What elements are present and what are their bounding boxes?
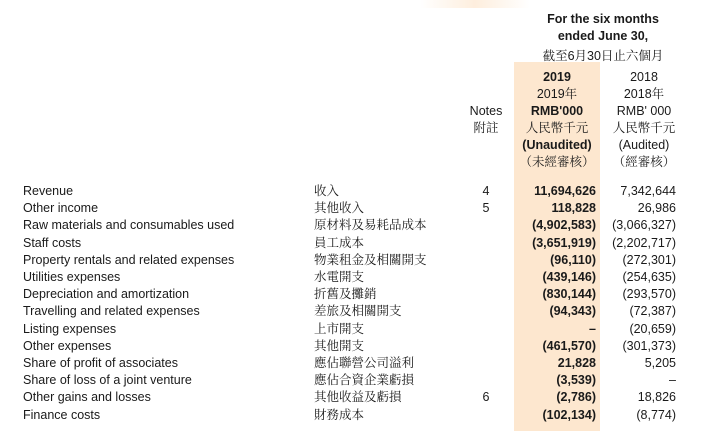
- value-2019: (4,902,583): [532, 218, 596, 233]
- notes-header: [465, 103, 507, 137]
- value-2018: (3,066,327): [612, 218, 676, 233]
- table-row: [0, 252, 702, 269]
- col2019-unit-zh: 人民幣千元: [525, 121, 589, 135]
- row-label-zh: 水電開支: [314, 270, 365, 284]
- row-label-en: Travelling and related expenses: [23, 304, 200, 319]
- period-heading-line-2: ended June 30,: [557, 29, 649, 43]
- row-label-en: Listing expenses: [23, 321, 117, 336]
- row-label-zh: 折舊及攤銷: [314, 287, 377, 302]
- row-label-en: Other expenses: [23, 338, 112, 353]
- table-row: [0, 389, 702, 406]
- value-2019: –: [589, 321, 596, 336]
- row-label-en: Staff costs: [23, 235, 82, 250]
- table-row: [0, 217, 702, 234]
- period-heading-line-1: For the six months: [547, 12, 659, 26]
- col2019-year: 2019: [543, 70, 571, 84]
- decorative-top-band: [420, 0, 530, 8]
- value-2018: (20,659): [629, 321, 676, 336]
- column-header-2019: [514, 69, 600, 171]
- row-label-en: Raw materials and consumables used: [23, 218, 235, 233]
- period-heading-zh: 截至6月30日止六個月: [542, 49, 664, 63]
- row-label-zh: 收入: [314, 184, 340, 198]
- table-row: [0, 321, 702, 338]
- table-row: [0, 269, 702, 286]
- col2019-year-zh: 2019年: [536, 87, 578, 101]
- row-label-en: Revenue: [23, 184, 74, 198]
- value-2018: (293,570): [622, 287, 676, 302]
- row-label-en: Other income: [23, 201, 99, 216]
- value-2019: (3,651,919): [532, 235, 596, 250]
- value-2018: (301,373): [622, 338, 676, 353]
- row-label-zh: 應佔合資企業虧損: [314, 373, 415, 388]
- value-2018: 5,205: [644, 356, 676, 370]
- row-label-en: Utilities expenses: [23, 270, 121, 284]
- notes-header-zh: 附註: [473, 121, 499, 135]
- value-2019: (3,539): [556, 373, 596, 388]
- table-row: [0, 338, 702, 355]
- row-label-en: Depreciation and amortization: [23, 287, 190, 302]
- row-label-zh: 其他收益及虧損: [314, 390, 402, 405]
- row-label-en: Finance costs: [23, 407, 101, 422]
- value-2019: (2,786): [556, 390, 596, 405]
- value-2019: 21,828: [557, 356, 596, 370]
- row-note: 5: [482, 201, 490, 216]
- row-note: 6: [482, 390, 490, 405]
- value-2018: (272,301): [622, 252, 676, 267]
- row-label-zh: 員工成本: [314, 235, 365, 250]
- value-2018: 7,342,644: [620, 184, 676, 198]
- notes-header-en: Notes: [469, 104, 503, 118]
- value-2018: 18,826: [637, 390, 676, 405]
- value-2019: 11,694,626: [534, 184, 596, 198]
- row-label-zh: 財務成本: [314, 407, 365, 422]
- value-2019: (96,110): [550, 252, 596, 267]
- table-row: [0, 183, 702, 200]
- value-2019: (102,134): [542, 407, 596, 422]
- value-2019: (94,343): [549, 304, 596, 319]
- value-2019: (461,570): [542, 338, 596, 353]
- table-row: [0, 407, 702, 424]
- table-row: [0, 200, 702, 217]
- row-label-en: Property rentals and related expenses: [23, 252, 235, 267]
- col2018-unit: RMB' 000: [616, 104, 672, 118]
- row-label-zh: 原材料及易耗品成本: [314, 218, 427, 233]
- col2018-status-zh: （經審核）: [612, 155, 676, 169]
- value-2018: –: [669, 373, 676, 388]
- row-label-zh: 物業租金及相關開支: [314, 252, 427, 267]
- col2019-status: (Unaudited): [522, 138, 592, 152]
- col2019-status-zh: （未經審核）: [519, 155, 595, 169]
- column-header-2018: [601, 69, 687, 171]
- value-2019: 118,828: [551, 201, 596, 216]
- row-note: 4: [482, 184, 490, 198]
- value-2018: (8,774): [636, 407, 676, 422]
- row-label-zh: 應佔聯營公司溢利: [314, 356, 415, 370]
- col2019-unit: RMB'000: [530, 104, 584, 118]
- row-label-zh: 差旅及相關開支: [314, 304, 402, 319]
- value-2018: 26,986: [637, 201, 676, 216]
- value-2019: (439,146): [542, 270, 596, 284]
- table-row: [0, 372, 702, 389]
- table-row: [0, 303, 702, 320]
- value-2019: (830,144): [542, 287, 596, 302]
- row-label-zh: 其他收入: [314, 201, 365, 216]
- col2018-status: (Audited): [618, 138, 670, 152]
- table-row: [0, 286, 702, 303]
- value-2018: (2,202,717): [612, 235, 676, 250]
- col2018-unit-zh: 人民幣千元: [612, 121, 676, 135]
- row-label-en: Other gains and losses: [23, 390, 151, 405]
- row-label-zh: 其他開支: [314, 338, 365, 353]
- value-2018: (254,635): [622, 270, 676, 284]
- col2018-year-zh: 2018年: [623, 87, 665, 101]
- table-row: [0, 235, 702, 252]
- row-label-zh: 上市開支: [314, 321, 365, 336]
- row-label-en: Share of profit of associates: [23, 356, 178, 370]
- table-row: [0, 355, 702, 372]
- value-2018: (72,387): [629, 304, 676, 319]
- row-label-en: Share of loss of a joint venture: [23, 373, 192, 388]
- col2018-year: 2018: [630, 70, 658, 84]
